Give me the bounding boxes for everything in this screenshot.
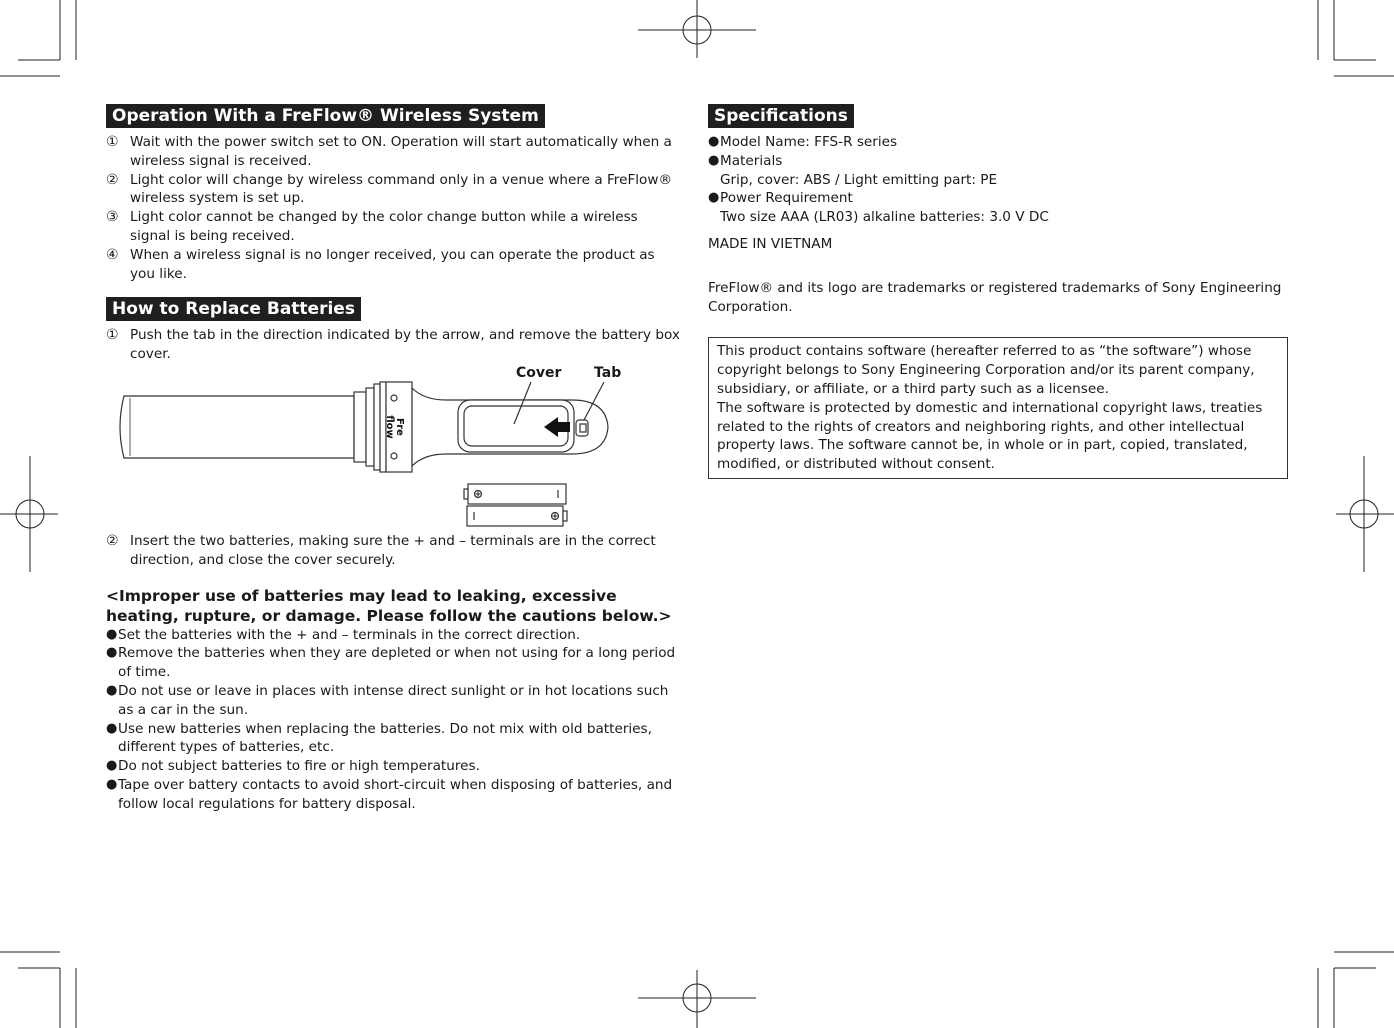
- cover-label: Cover: [516, 364, 562, 381]
- step-text: Light color will change by wireless command only in a venue where a FreFlow® wireless system is set up.: [130, 171, 673, 207]
- trademark-notice: FreFlow® and its logo are trademarks or registered trademarks of Sony Engineering Corporation.: [708, 279, 1282, 315]
- spec-model: ● Model Name: FFS-R series: [708, 134, 898, 150]
- caution-item: ● Tape over battery contacts to avoid short-circuit when disposing of batteries, and follow local regulations for battery disposal.: [106, 776, 673, 812]
- battery-caution-heading: <Improper use of batteries may lead to leaking, excessive heating, rupture, or damage. Please follow the cautions below.>: [106, 586, 672, 625]
- software-notice-paragraph-2: The software is protected by domestic and international copyright laws, treaties related to the rights of creators and neighboring rights, and other intellectual property laws. The software cannot be, in whole or in part, copied, translated, modified, or distributed without consent.: [717, 399, 1263, 473]
- caution-item: ● Do not use or leave in places with intense direct sunlight or in hot locations such as a car in the sun.: [106, 682, 669, 718]
- battery-caution-list: [106, 626, 680, 814]
- battery-step-1: [106, 326, 680, 364]
- bullet-icon: ●: [708, 190, 720, 206]
- light-stick-illustration: [106, 364, 680, 532]
- step-number: ②: [106, 532, 119, 549]
- bullet-icon: ●: [106, 758, 118, 774]
- operation-step-4: [106, 246, 680, 284]
- operation-step-2: [106, 171, 680, 209]
- spec-power-value: Two size AAA (LR03) alkaline batteries: 3.0 V DC: [720, 209, 1049, 226]
- step-text: When a wireless signal is no longer received, you can operate the product as you like.: [130, 246, 655, 282]
- bullet-icon: ●: [106, 682, 118, 698]
- caution-item: ● Do not subject batteries to fire or high temperatures.: [106, 758, 480, 775]
- caution-item: ● Set the batteries with the + and – terminals in the correct direction.: [106, 626, 581, 643]
- caution-item: ● Use new batteries when replacing the batteries. Do not mix with old batteries, different types of batteries, etc.: [106, 720, 652, 756]
- bullet-icon: ●: [708, 134, 720, 149]
- spec-materials-value: Grip, cover: ABS / Light emitting part: PE: [720, 171, 998, 188]
- step-text: Push the tab in the direction indicated by the arrow, and remove the battery box cover.: [130, 327, 680, 363]
- specifications-section-title: Specifications: [708, 104, 854, 128]
- spec-power: ● Power Requirement: [708, 190, 853, 207]
- step-number: ③: [106, 209, 119, 226]
- made-in-text: MADE IN VIETNAM: [708, 235, 833, 252]
- tab-label: Tab: [594, 364, 622, 381]
- software-notice-paragraph-1: This product contains software (hereafter referred to as “the software”) whose copyright belongs to Sony Engineering Corporation and/or its parent company, subsidiary, or affiliate, or a third party such as a licensee.: [717, 343, 1255, 397]
- operation-step-3: [106, 208, 680, 246]
- operation-step-1: [106, 133, 680, 171]
- bullet-icon: ●: [106, 720, 118, 736]
- step-number: ④: [106, 246, 119, 263]
- step-text: Insert the two batteries, making sure the + and – terminals are in the correct direction, and close the cover securely.: [130, 532, 656, 568]
- caution-item: ● Remove the batteries when they are depleted or when not using for a long period of time.: [106, 645, 676, 681]
- bullet-icon: ●: [106, 776, 118, 792]
- spec-materials: ● Materials: [708, 152, 783, 169]
- left-column: [106, 104, 680, 814]
- bullet-icon: ●: [708, 152, 720, 168]
- step-number: ①: [106, 327, 119, 344]
- operation-section-title: Operation With a FreFlow® Wireless System: [106, 104, 545, 128]
- right-column: [708, 104, 1288, 479]
- freflow-logo-line2: flow: [384, 415, 395, 439]
- bullet-icon: ●: [106, 645, 118, 661]
- batteries-section-title: How to Replace Batteries: [106, 297, 361, 321]
- operation-steps: [106, 133, 680, 283]
- step-number: ①: [106, 134, 119, 150]
- battery-replacement-figure: [106, 364, 680, 532]
- step-text: Wait with the power switch set to ON. Operation will start automatically when a wireless signal is received.: [130, 134, 672, 169]
- step-number: ②: [106, 171, 119, 188]
- step-text: Light color cannot be changed by the color change button while a wireless signal is being received.: [130, 209, 638, 244]
- battery-step-2: [106, 532, 680, 570]
- software-notice-box: [708, 337, 1288, 479]
- freflow-logo-line1: Fre: [394, 418, 405, 436]
- bullet-icon: ●: [106, 626, 118, 642]
